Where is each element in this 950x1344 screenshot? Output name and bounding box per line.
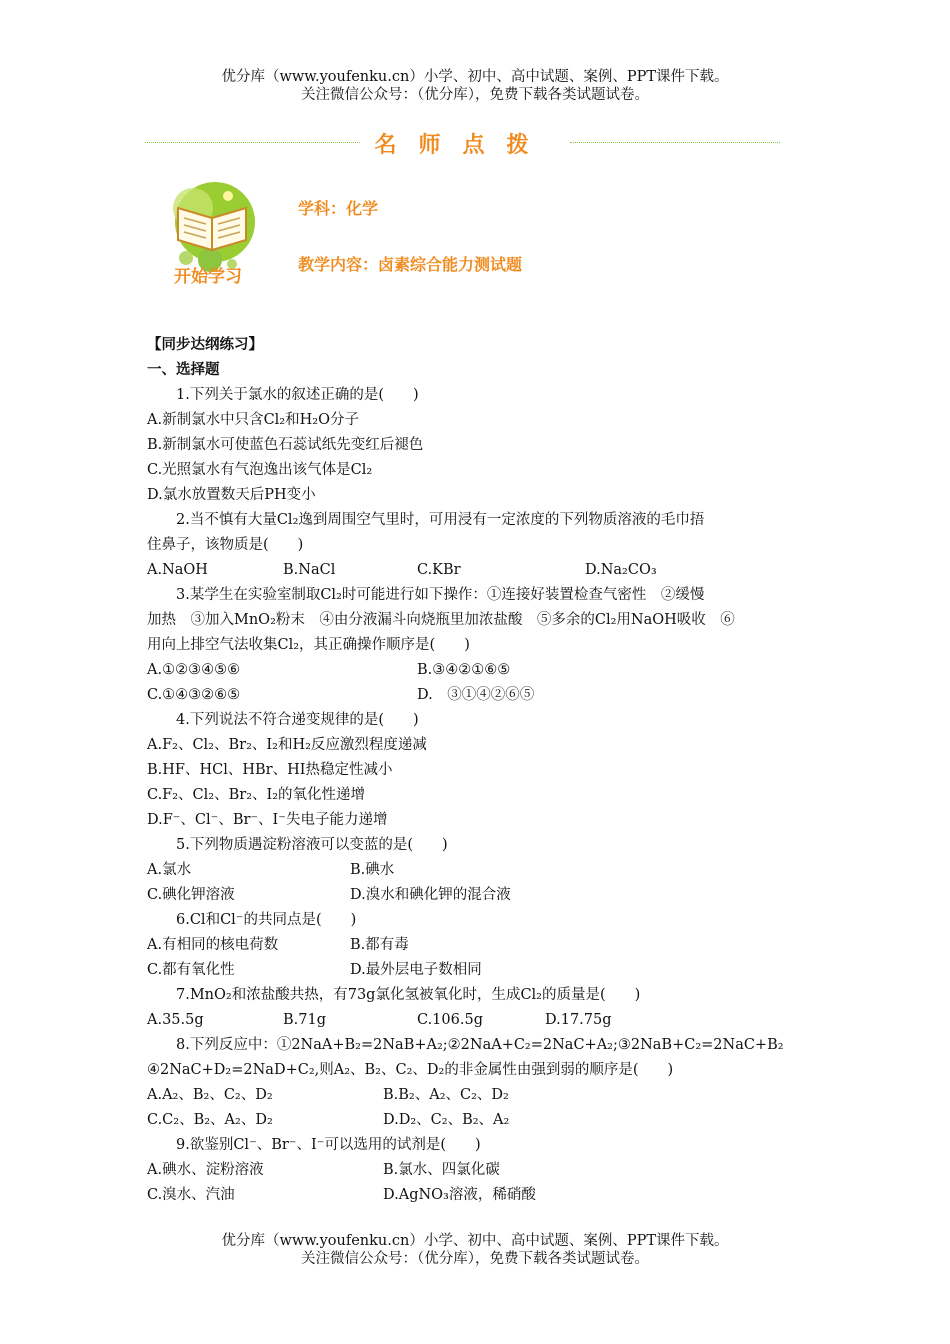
q4-option-b: B.HF、HCl、HBr、HI热稳定性减小 — [147, 762, 393, 778]
q3-option-b: B.③④②①⑥⑤ — [417, 662, 511, 678]
q3-options-cd — [147, 683, 807, 708]
q6-options-ab — [147, 933, 807, 958]
q3-options-ab — [147, 658, 807, 683]
logo-caption: 开始学习 — [174, 267, 242, 287]
q9-stem: 9.欲鉴别Cl⁻、Br⁻、I⁻可以选用的试剂是( ) — [176, 1137, 481, 1153]
q2-stem-2: 住鼻子，该物质是( ) — [147, 537, 304, 553]
q8-option-b: B.B₂、A₂、C₂、D₂ — [383, 1087, 509, 1103]
q1-option-a: A.新制氯水中只含Cl₂和H₂O分子 — [147, 412, 359, 428]
section-title: 【同步达纲练习】 — [147, 337, 263, 353]
q9-options-cd — [147, 1183, 807, 1208]
q8-option-a: A.A₂、B₂、C₂、D₂ — [147, 1087, 273, 1103]
q3-option-d: D. ③①④②⑥⑤ — [417, 687, 535, 703]
q5-options-cd — [147, 883, 807, 908]
q4-option-a: A.F₂、Cl₂、Br₂、I₂和H₂反应激烈程度递减 — [147, 737, 427, 753]
q4-option-c: C.F₂、Cl₂、Br₂、I₂的氧化性递增 — [147, 787, 366, 803]
q1-option-b: B.新制氯水可使蓝色石蕊试纸先变红后褪色 — [147, 437, 424, 453]
q5-options-ab — [147, 858, 807, 883]
exercise-content — [147, 333, 807, 1208]
q8-stem-2: ④2NaC+D₂=2NaD+C₂,则A₂、B₂、C₂、D₂的非金属性由强到弱的顺序是( ) — [147, 1062, 674, 1078]
q9-options-ab — [147, 1158, 807, 1183]
q6-option-a: A.有相同的核电荷数 — [147, 937, 279, 953]
banner — [145, 128, 780, 156]
q8-option-d: D.D₂、C₂、B₂、A₂ — [383, 1112, 510, 1128]
q6-options-cd — [147, 958, 807, 983]
q8-options-ab — [147, 1083, 807, 1108]
q2-option-d: D.Na₂CO₃ — [585, 562, 657, 578]
q5-option-c: C.碘化钾溶液 — [147, 887, 235, 903]
q9-option-a: A.碘水、淀粉溶液 — [147, 1162, 264, 1178]
q6-option-c: C.都有氧化性 — [147, 962, 235, 978]
q3-option-a: A.①②③④⑤⑥ — [147, 662, 241, 678]
q6-option-b: B.都有毒 — [350, 937, 409, 953]
section-part: 一、选择题 — [147, 362, 220, 378]
q5-option-d: D.溴水和碘化钾的混合液 — [350, 887, 511, 903]
footer-line-2: 关注微信公众号：（优分库），免费下载各类试题试卷。 — [301, 1251, 649, 1267]
q1-stem: 1.下列关于氯水的叙述正确的是( ) — [176, 387, 419, 403]
banner-title: 名师点拨 — [374, 132, 551, 158]
q3-stem-2: 加热 ③加入MnO₂粉末 ④由分液漏斗向烧瓶里加浓盐酸 ⑤多余的Cl₂用NaOH吸收 ⑥ — [147, 612, 735, 628]
teaching-content-line: 教学内容：卤素综合能力测试题 — [298, 255, 523, 274]
q8-stem-1: 8.下列反应中：①2NaA+B₂=2NaB+A₂;②2NaA+C₂=2NaC+A₂;③2NaB+C₂=2NaC+B₂ — [176, 1037, 784, 1053]
q3-stem-1: 3.某学生在实验室制取Cl₂时可能进行如下操作：①连接好装置检查气密性 ②缓慢 — [176, 587, 705, 603]
header-line-2: 关注微信公众号：（优分库），免费下载各类试题试卷。 — [301, 87, 649, 103]
q3-stem-3: 用向上排空气法收集Cl₂，其正确操作顺序是( ) — [147, 637, 470, 653]
q9-option-d: D.AgNO₃溶液，稀硝酸 — [383, 1187, 536, 1203]
q8-options-cd — [147, 1108, 807, 1133]
q3-option-c: C.①④③②⑥⑤ — [147, 687, 241, 703]
q9-option-c: C.溴水、汽油 — [147, 1187, 235, 1203]
q5-option-b: B.碘水 — [350, 862, 395, 878]
q9-option-b: B.氯水、四氯化碳 — [383, 1162, 500, 1178]
q1-option-d: D.氯水放置数天后PH变小 — [147, 487, 316, 503]
q2-options — [147, 558, 807, 583]
q1-option-c: C.光照氯水有气泡逸出该气体是Cl₂ — [147, 462, 373, 478]
subject-line: 学科：化学 — [298, 199, 379, 218]
q7-option-d: D.17.75g — [545, 1012, 612, 1028]
footer-line-1: 优分库（www.youfenku.cn）小学、初中、高中试题、案例、PPT课件下载。 — [221, 1233, 729, 1249]
q7-stem: 7.MnO₂和浓盐酸共热，有73g氯化氢被氧化时，生成Cl₂的质量是( ) — [176, 987, 641, 1003]
q5-option-a: A.氯水 — [147, 862, 192, 878]
q2-stem-1: 2.当不慎有大量Cl₂逸到周围空气里时，可用浸有一定浓度的下列物质溶液的毛巾捂 — [176, 512, 705, 528]
q7-options — [147, 1008, 807, 1033]
q4-option-d: D.F⁻、Cl⁻、Br⁻、I⁻失电子能力递增 — [147, 812, 388, 828]
q6-stem: 6.Cl和Cl⁻的共同点是( ) — [176, 912, 357, 928]
q5-stem: 5.下列物质遇淀粉溶液可以变蓝的是( ) — [176, 837, 448, 853]
q4-stem: 4.下列说法不符合递变规律的是( ) — [176, 712, 419, 728]
q7-option-c: C.106.5g — [417, 1012, 483, 1028]
header-line-1: 优分库（www.youfenku.cn）小学、初中、高中试题、案例、PPT课件下载。 — [221, 69, 729, 85]
q8-option-c: C.C₂、B₂、A₂、D₂ — [147, 1112, 273, 1128]
open-book-logo-icon — [160, 178, 270, 288]
q2-option-a: A.NaOH — [147, 562, 208, 578]
q7-option-b: B.71g — [283, 1012, 326, 1028]
q6-option-d: D.最外层电子数相同 — [350, 962, 482, 978]
q7-option-a: A.35.5g — [147, 1012, 204, 1028]
q2-option-c: C.KBr — [417, 562, 461, 578]
q2-option-b: B.NaCl — [283, 562, 336, 578]
